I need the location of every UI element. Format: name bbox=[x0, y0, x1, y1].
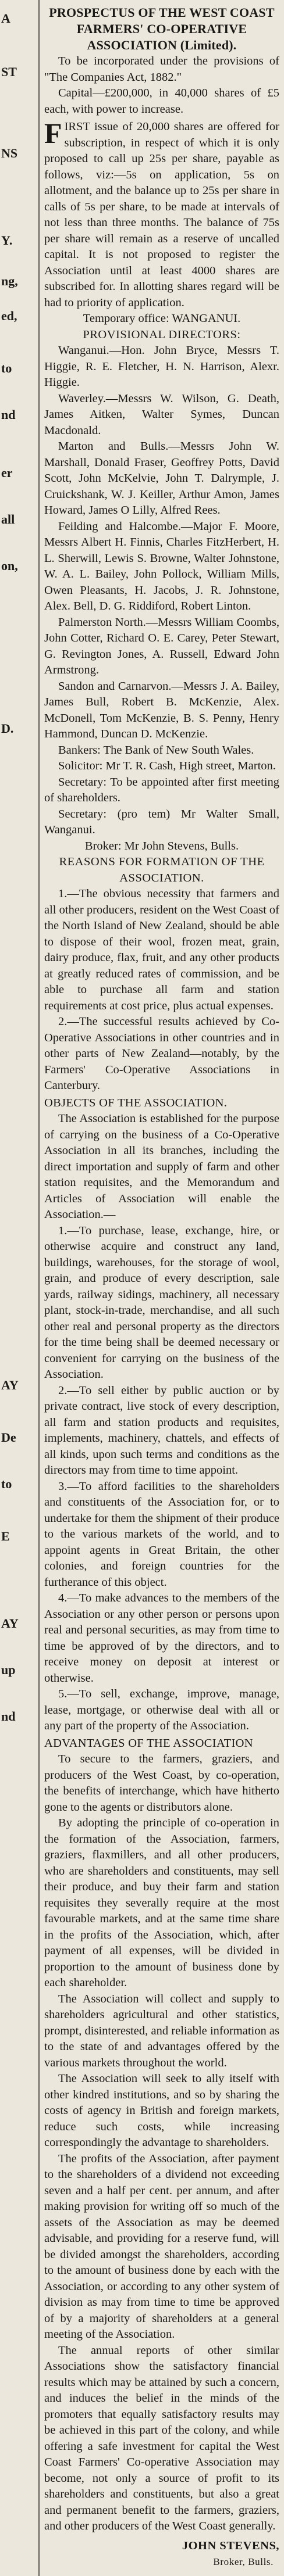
fragment-text: ed, bbox=[1, 309, 17, 323]
fragment-text: NS bbox=[1, 146, 18, 160]
advantages-heading: ADVANTAGES OF THE ASSOCIATION bbox=[44, 1736, 253, 1750]
object-item: 5.—To sell, exchange, improve, manage, lease, mortgage, or otherwise deal with all or any part of the property of the Association. bbox=[44, 1688, 279, 1732]
objects-intro: The Association is established for the purpose of carrying on the business of a Co-Operative Association in all its branches, including the direct importation and supply of farm and other station requisites, and the Memorandum and Articles of Association will enable the Association.— bbox=[44, 1112, 279, 1221]
temporary-office: Temporary office: WANGANUI. bbox=[83, 312, 241, 325]
advantage-paragraph: By adopting the principle of co-operation in the formation of the Association, farmers, graziers, flaxmillers, and all other producers, who are shareholders and constituents, may sell their produce, and buy their farm and station requisites they severally require at the most favourable markets, and at the same time share in the profits of the Association, which, after payment of all expenses, will be divided in proportion to the amount of business done by each shareholder. bbox=[44, 1817, 279, 1989]
object-item: 2.—To sell either by public auction or by private contract, live stock of every description, all farm and station products and requisites, implements, machinery, chattels, and effects of all kinds, upon such terms and conditions as the directors may from time to time appoint. bbox=[44, 1384, 279, 1477]
reason-item: 1.—The obvious necessity that farmers and all other producers, resident on the West Coast of the North Island of New Zealand, should be able to dispose of their wool, frozen meat, grain, dairy produce, flax, fruit, and any other products at greatly reduced rates of commission, and be able to purchase all farm and station requirements at cost price, plus actual expenses. bbox=[44, 887, 279, 1012]
fragment-text: D. bbox=[1, 721, 14, 736]
advantage-paragraph: The profits of the Association, after payment to the shareholders of a dividend not exceeding seven and a half per cent. per annum, and after making provision for writing off so much of the assets of the Association as may be deemed advisable, and providing for a reserve fund, will be divided amongst the shareholders, according to the amount of business done by each with the Association, or according to any other system of division as may from time to time be approved of by a majority of shareholders at a general meeting of the Association. bbox=[44, 2152, 279, 2341]
reason-item: 2.—The successful results achieved by Co-Operative Associations in other countries and in other parts of New Zealand—notably, by the Farmers' Co-Operative Associations in Canterbury. bbox=[44, 1015, 279, 1092]
fragment-text: to bbox=[1, 361, 12, 375]
fragment-text: to bbox=[1, 1477, 12, 1491]
fragment-text: nd bbox=[1, 407, 16, 422]
drop-cap: F bbox=[44, 117, 62, 149]
prospectus-article bbox=[44, 5, 279, 2570]
fragment-text: De bbox=[1, 1430, 16, 1445]
fragment-text: ng, bbox=[1, 274, 18, 288]
fragment-text: E bbox=[1, 1529, 10, 1543]
reasons-heading: REASONS FOR FORMATION OF THE ASSOCIATION. bbox=[59, 855, 265, 884]
fragment-text: ST bbox=[1, 65, 17, 79]
secretary-line: Secretary: To be appointed after first meeting of shareholders. bbox=[44, 775, 279, 804]
object-item: 3.—To afford facilities to the shareholders and constituents of the Association for, or to undertake for them the shipment of their produce to the various markets of the world, and to appoint agents in Great Britain, the other colonies, and foreign countries for the furtherance of this object. bbox=[44, 1479, 279, 1589]
signature-name: JOHN STEVENS, bbox=[182, 2539, 279, 2552]
advantage-paragraph: The Association will seek to ally itself with other kindred institutions, and so by sharing the costs of agency in British and foreign markets, reduce such costs, while increasing correspondingly the advantage to shareholders. bbox=[44, 2072, 279, 2149]
bankers-line: Bankers: The Bank of New South Wales. bbox=[58, 743, 254, 757]
fragment-text: all bbox=[1, 512, 15, 526]
headline-line: ASSOCIATION (Limited). bbox=[87, 38, 237, 52]
fragment-text: A bbox=[1, 11, 10, 26]
solicitor-line: Solicitor: Mr T. R. Cash, High street, Marton. bbox=[58, 759, 276, 772]
directors-feilding: Feilding and Halcombe.—Major F. Moore, Messrs Albert H. Finnis, Charles FitzHerbert, H. L. Sherwill, Lewis S. Browne, Walter Johnstone, W. A. L. Bailey, John Pollock, William Mills, Owen Pleasants, H. Jacobs, J. R. Johnstone, Alex. Bell, D. G. Riddiford, Robert Linton. bbox=[44, 520, 279, 612]
secretary-pro-tem-line: Secretary: (pro tem) Mr Walter Small, Wanganui. bbox=[44, 807, 279, 836]
object-item: 4.—To make advances to the members of the Association or any other person or persons upon real and personal securities, as may from time to time be approved of by the directors, and to receive money on deposit at interest or otherwise. bbox=[44, 1592, 279, 1685]
advantage-paragraph: To secure to the farmers, graziers, and producers of the West Coast, by co-operation, the benefits of interchange, which have hitherto gone to the agents or distributors alone. bbox=[44, 1753, 279, 1814]
fragment-text: er bbox=[1, 465, 13, 480]
fragment-text: Y. bbox=[1, 233, 13, 248]
directors-palmerston: Palmerston North.—Messrs William Coombs, John Cotter, Richard O. E. Carey, Peter Stewart, G. Revington Jones, A. Russell, Edward John Armstrong. bbox=[44, 615, 279, 676]
adjacent-column-fragments bbox=[0, 0, 36, 2576]
fragment-text: AY bbox=[1, 1378, 19, 1392]
broker-line: Broker: Mr John Stevens, Bulls. bbox=[84, 839, 239, 852]
directors-wanganui: Wanganui.—Hon. John Bryce, Messrs T. Higgie, R. E. Fletcher, H. N. Harrison, Alexr. Higgie. bbox=[44, 344, 279, 389]
fragment-text: nd bbox=[1, 1709, 16, 1724]
advantage-paragraph: The Association will collect and supply to shareholders agricultural and other statistics, prompt, disinterested, and reliable information as to the state of and advantages offered by the various markets throughout the world. bbox=[44, 1992, 279, 2069]
headline-line: FARMERS' CO-OPERATIVE bbox=[76, 22, 247, 36]
first-issue-text: IRST issue of 20,000 shares are offered for subscription, in respect of which it is only proposed to call up 25s per share, payable as follows, viz:—5s on application, 5s on allotment, and the balance up to 25s per share in calls of 5s per share, to be made at intervals of not less than three months. The balance of 75s per share will remain as a reserve of uncalled capital. It is not proposed to register the Association until at least 4000 shares are subscribed for. In allotting shares regard will be had to priority of application. bbox=[44, 120, 279, 309]
objects-heading: OBJECTS OF THE ASSOCIATION. bbox=[44, 1096, 228, 1109]
intro-paragraph: To be incorporated under the provisions of "The Companies Act, 1882." bbox=[44, 55, 279, 84]
directors-waverley: Waverley.—Messrs W. Wilson, G. Death, James Aitken, Walter Symes, Duncan Macdonald. bbox=[44, 392, 279, 437]
directors-marton-bulls: Marton and Bulls.—Messrs John W. Marshall, Donald Fraser, Geoffrey Potts, David Scott, John McKelvie, John T. Dalrymple, J. Cruickshank, W. J. Keiller, Arthur Amon, James Howard, James O Lilly, Alfred Rees. bbox=[44, 440, 279, 517]
signature-title: Broker, Bulls. bbox=[213, 2556, 274, 2567]
column-rule bbox=[38, 0, 40, 2576]
capital-paragraph: Capital—£200,000, in 40,000 shares of £5 each, with power to increase. bbox=[44, 87, 279, 116]
first-issue-paragraph bbox=[44, 119, 279, 311]
fragment-text: up bbox=[1, 1663, 16, 1677]
object-item: 1.—To purchase, lease, exchange, hire, or otherwise acquire and construct any land, buildings, warehouses, for the storage of wool, grain, and produce of every description, sale yards, railway sidings, machinery, all necessary plant, stock-in-trade, merchandise, and all such other real and personal property as the directors for the time being shall be deemed necessary or convenient for carrying on the business of the Association. bbox=[44, 1224, 279, 1381]
advantage-paragraph: The annual reports of other similar Associations show the satisfactory financial results which may be attained by such a concern, and induces the belief in the minds of the promoters that equally satisfactory results may be achieved in this part of the colony, and while offering a safe investment for capital the West Coast Farmers' Co-operative Association may become, not only a source of profit to its shareholders and constituents, but also a great and permanent benefit to the farmers, graziers, and other producers of the West Coast generally. bbox=[44, 2344, 279, 2532]
fragment-text: AY bbox=[1, 1616, 19, 1631]
directors-sandon: Sandon and Carnarvon.—Messrs J. A. Bailey, James Bull, Robert B. McKenzie, Alex. McDonell, Tom McKenzie, B. S. Penny, Henry Hammond, Duncan D. McKenzie. bbox=[44, 679, 279, 740]
directors-heading: PROVISIONAL DIRECTORS: bbox=[83, 328, 241, 341]
fragment-text: on, bbox=[1, 558, 18, 573]
headline-line: PROSPECTUS OF THE WEST COAST bbox=[49, 5, 275, 20]
